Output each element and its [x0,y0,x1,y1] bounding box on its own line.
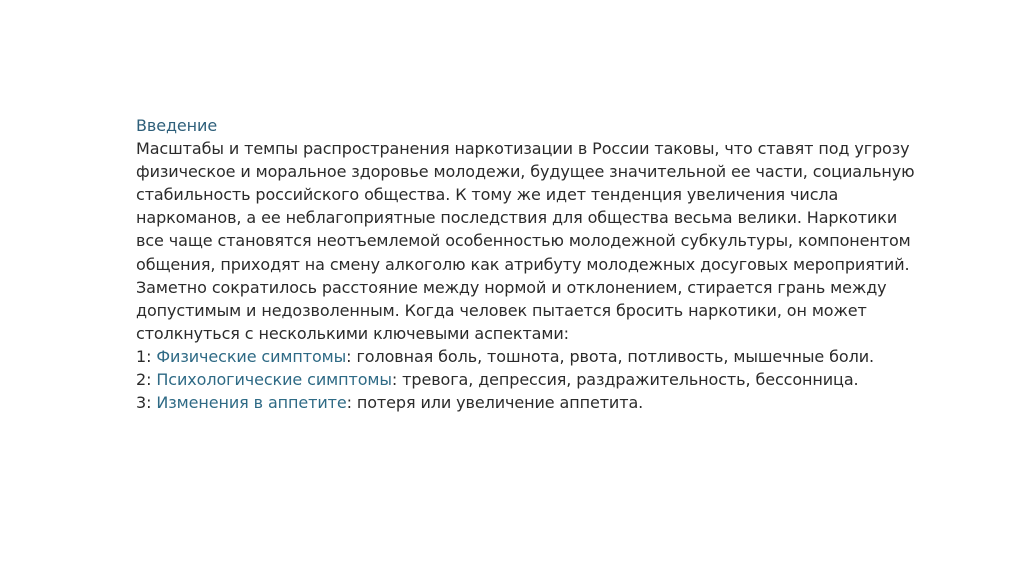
list-item [136,345,916,368]
list-item [136,368,916,391]
list-item-term: Физические симптомы [156,346,347,366]
list-item [136,391,916,414]
slide-heading: Введение [136,116,218,135]
list-item-text: : головная боль, тошнота, рвота, потливость, мышечные боли. [346,346,874,366]
list-item-term: Изменения в аппетите [156,393,347,413]
list-item-number: 3: [136,393,157,413]
slide-content [136,114,916,414]
list-item-text: : потеря или увеличение аппетита. [346,393,644,413]
list-item-term: Психологические симптомы [156,370,392,390]
intro-paragraph: Масштабы и темпы распространения наркотизации в России таковы, что ставят под угрозу физическое и моральное здоровье молодежи, будущее значительной ее части, социальную стабильность российского общества. К тому же идет тенденция увеличения числа наркоманов, а ее неблагоприятные последствия для общества весьма велики. Наркотики все чаще становятся неотъемлемой особенностью молодежной субкультуры, компонентом общения, приходят на смену алкоголю как атрибуту молодежных досуговых мероприятий. Заметно сократилось расстояние между нормой и отклонением, стирается грань между допустимым и недозволенным. Когда человек пытается бросить наркотики, он может столкнуться с несколькими ключевыми аспектами: [136,139,915,343]
list-item-number: 1: [136,346,157,366]
list-item-number: 2: [136,370,157,390]
list-item-text: : тревога, депрессия, раздражительность, бессонница. [391,370,859,390]
